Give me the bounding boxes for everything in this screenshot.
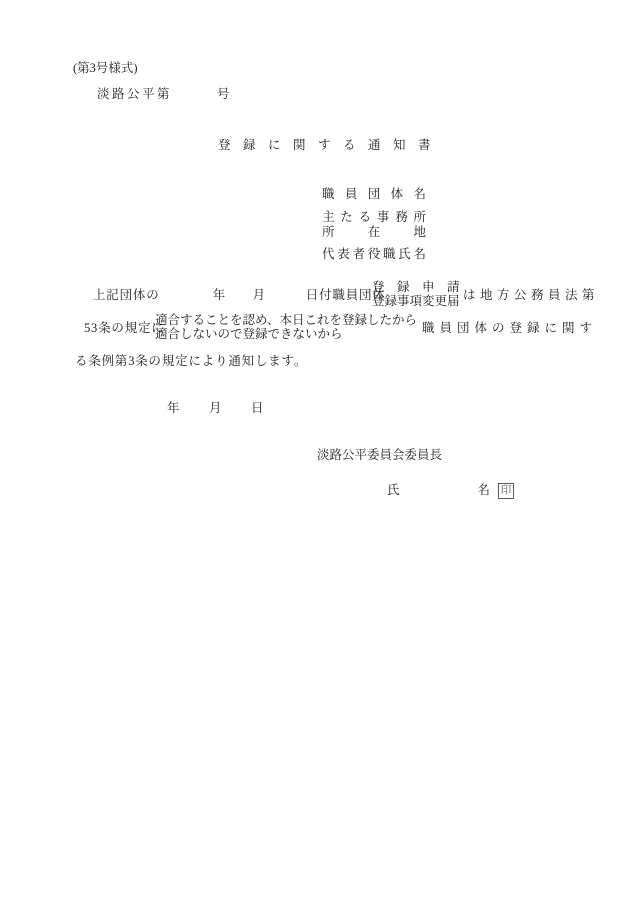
name-label: 氏名 <box>387 483 490 497</box>
seal-mark: 印 <box>498 483 514 499</box>
option-stack-conformity <box>155 314 417 341</box>
body-line1-left: 上記団体の 年 月 日付職員団体 <box>93 288 386 302</box>
option-registration-application: 登録申請 <box>372 280 460 294</box>
body-line2-left: 53条の規定に <box>84 321 165 335</box>
document-number: 淡路公平第 号 <box>97 87 233 101</box>
representative-label: 代表者役職氏名 <box>322 247 426 261</box>
address-label: 所在地 <box>322 225 426 239</box>
org-name-label: 職員団体名 <box>322 187 426 201</box>
main-office-label: 主たる事務所 <box>322 210 426 224</box>
body-line2-right: 職員団体の登録に関す <box>422 321 598 335</box>
form-style-number: (第3号様式) <box>73 61 138 75</box>
doc-title: 登録に関する通知書 <box>218 138 444 152</box>
option-conforms-registered: 適合することを認め、本日これを登録したから <box>155 313 418 327</box>
option-not-conforms-rejected: 適合しないので登録できないから <box>155 326 343 341</box>
body-line3: る条例第3条の規定により通知します。 <box>75 354 308 368</box>
option-stack-application <box>372 281 460 308</box>
issuer-title: 淡路公平委員会委員長 <box>317 448 443 462</box>
option-registration-change: 登録事項変更届 <box>372 293 460 308</box>
date-line: 年 月 日 <box>167 401 266 415</box>
body-line1-right: は地方公務員法第 <box>463 288 600 302</box>
